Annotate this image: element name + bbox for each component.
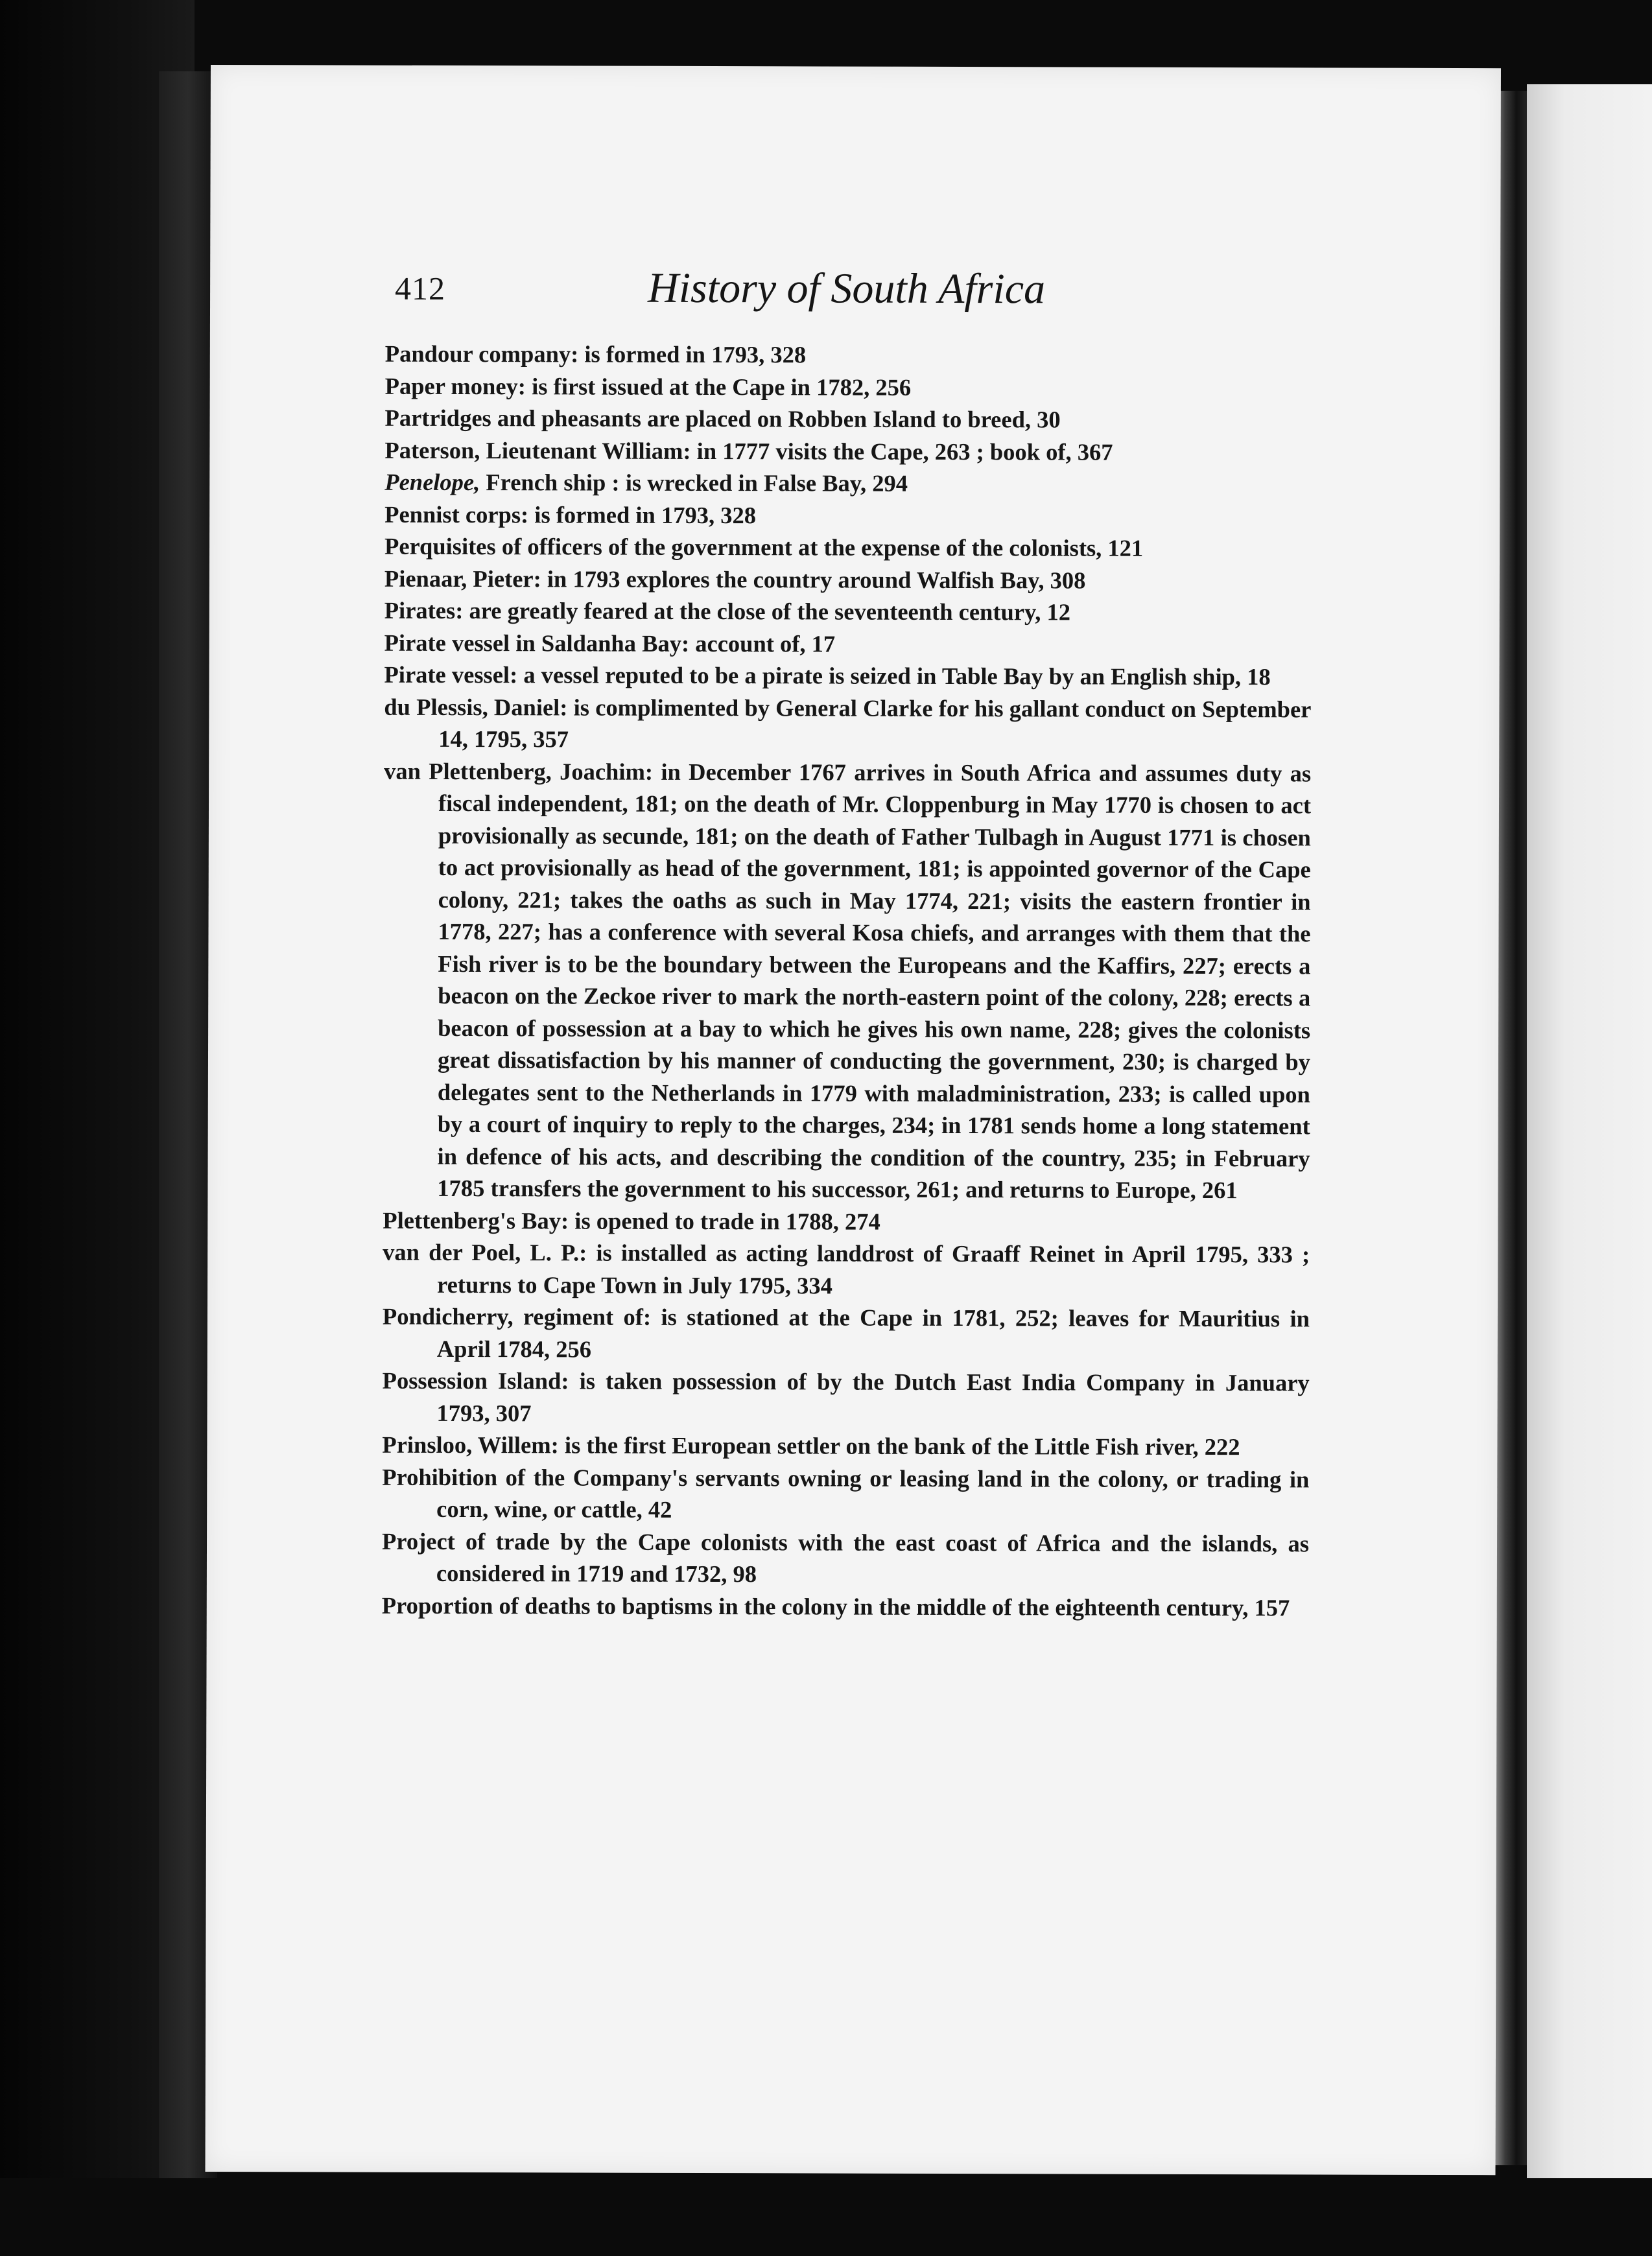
index-entry-heading: Possession Island (382, 1367, 561, 1394)
index-entry-text: : is the first European settler on the bank of the Little Fish river, 222 (550, 1431, 1240, 1461)
index-entry-heading: Prinsloo, Willem (382, 1431, 551, 1459)
index-entry-heading: van der Poel, L. P. (383, 1238, 580, 1266)
index-entry-text: of the Company's servants owning or leasing land in the colony, or trading in corn, wine, or cattle, 42 (436, 1463, 1310, 1523)
index-entry-text: are placed on Robben Island to breed, 30 (641, 405, 1061, 433)
index-entry-heading: Proportion of deaths to baptisms (381, 1592, 713, 1619)
index-entry-heading: Pandour company (384, 340, 571, 368)
index-entry-heading: Pirate vessel (384, 661, 510, 688)
index-entry-text: : is first issued at the Cape in 1782, 256 (517, 372, 912, 401)
index-entry-heading: Pirate vessel in Saldanha Bay (384, 629, 682, 657)
facing-page-edge (1527, 84, 1652, 2178)
book-page (205, 65, 1501, 2175)
index-entry-heading: Pienaar, Pieter (384, 565, 534, 592)
index-entry-text: : account of, 17 (681, 629, 836, 657)
index-entry (383, 1236, 1310, 1303)
index-entry-heading: Project of trade (381, 1527, 550, 1555)
page-number: 412 (395, 270, 446, 307)
index-entry (382, 1365, 1309, 1431)
index-entry (384, 690, 1311, 757)
index-entry-text: : are greatly feared at the close of the seventeenth century, 12 (455, 596, 1071, 626)
index-entry-heading: Perquisites (384, 532, 496, 560)
index-entry-text: : is opened to trade in 1788, 274 (561, 1206, 880, 1235)
index-entry-heading: Plettenberg's Bay (383, 1206, 561, 1234)
index-entry (384, 594, 1312, 629)
index-entry-text: : is complimented by General Clarke for his gallant conduct on September 14, 1795, 357 (438, 693, 1312, 753)
index-entry (384, 466, 1312, 500)
index-entry-text: French ship : is wrecked in False Bay, 294 (480, 469, 908, 497)
index-entry (385, 338, 1312, 372)
index-entry-text: : in 1777 visits the Cape, 263 ; book of, 367 (683, 437, 1113, 465)
index-entry-heading: Partridges and pheasants (384, 404, 642, 432)
scan-background-bottom (0, 2178, 1652, 2256)
index-entry-text: : is stationed at the Cape in 1781, 252; leaves for Mauritius in April 1784, 256 (436, 1303, 1310, 1363)
index-entry (383, 1204, 1310, 1238)
index-entry (383, 1300, 1310, 1367)
index-entry (382, 1461, 1309, 1527)
index-entry (384, 659, 1311, 693)
index-entries (382, 338, 1312, 1624)
index-entry (383, 755, 1311, 1206)
index-entry-text: : is formed in 1793, 328 (521, 500, 757, 528)
index-entry-text: by the Cape colonists with the east coast of Africa and the islands, as considered in 1719 and 1732, 98 (436, 1527, 1310, 1588)
index-entry-heading: van Plettenberg, Joachim (384, 757, 645, 785)
index-entry-heading: Paterson, Lieutenant William (384, 436, 683, 464)
index-entry-text: : is taken possession of by the Dutch East India Company in January 1793, 307 (436, 1367, 1310, 1426)
index-entry-heading: Penelope, (384, 468, 480, 496)
index-entry-heading: Pennist corps (384, 500, 521, 528)
index-entry-heading: du Plessis, Daniel (384, 693, 560, 720)
index-entry-text: : a vessel reputed to be a pirate is seized in Table Bay by an English ship, 18 (510, 661, 1271, 690)
index-entry (382, 1589, 1309, 1623)
index-entry-text: : is installed as acting landdrost of Graaff Reinet in April 1795, 333 ; returns to Cape Town in July 1795, 334 (437, 1239, 1310, 1299)
index-entry (385, 370, 1312, 404)
index-entry-text: : in December 1767 arrives in South Africa and assumes duty as fiscal independent, 181; on the death of Mr. Cloppenburg in May 1770 is chosen to act provisionally as secunde, 181; on the death of Father Tulbagh in August 1771 is chosen to act provisionally as head of the government, 181; is appointed governor of the Cape colony, 221; takes the oaths as such in May 1774, 221; visits the eastern frontier in 1778, 227; has a conference with several Kosa chiefs, and arranges with them that the Fish river is to be the boundary between the Europeans and the Kaffirs, 227; erects a beacon on the Zeckoe river to mark the north-eastern point of the colony, 228; erects a beacon of possession at a bay to which he gives his own name, 228; gives the colonists great dissatisfaction by his manner of conducting the government, 230; is charged by delegates sent to the Netherlands in 1779 with maladministration, 233; is called upon by a court of inquiry to reply to the charges, 234; in 1781 sends home a long statement in defence of his acts, and describing the condition of the country, 235; in February 1785 transfers the government to his successor, 261; and returns to Europe, 261 (437, 758, 1312, 1204)
page-header (395, 263, 1367, 344)
index-entry-text: : is formed in 1793, 328 (571, 340, 807, 368)
index-entry-heading: Pirates (384, 596, 456, 624)
index-entry-text: of officers of the government at the expense of the colonists, 121 (495, 533, 1144, 561)
index-entry (384, 434, 1312, 468)
index-entry (384, 498, 1312, 532)
index-entry (385, 402, 1312, 436)
index-entry (384, 626, 1312, 661)
index-entry (382, 1525, 1309, 1592)
index-entry-heading: Pondicherry, regiment of (382, 1302, 644, 1330)
index-entry-heading: Paper money (384, 372, 518, 399)
index-entry (384, 562, 1312, 596)
index-entry-heading: Prohibition (382, 1463, 498, 1490)
index-entry-text: : in 1793 explores the country around Walfish Bay, 308 (533, 565, 1086, 594)
index-entry-text: in the colony in the middle of the eighteenth century, 157 (713, 1592, 1290, 1621)
index-entry (384, 530, 1312, 565)
index-entry (382, 1429, 1309, 1463)
running-title: History of South Africa (648, 264, 1046, 313)
